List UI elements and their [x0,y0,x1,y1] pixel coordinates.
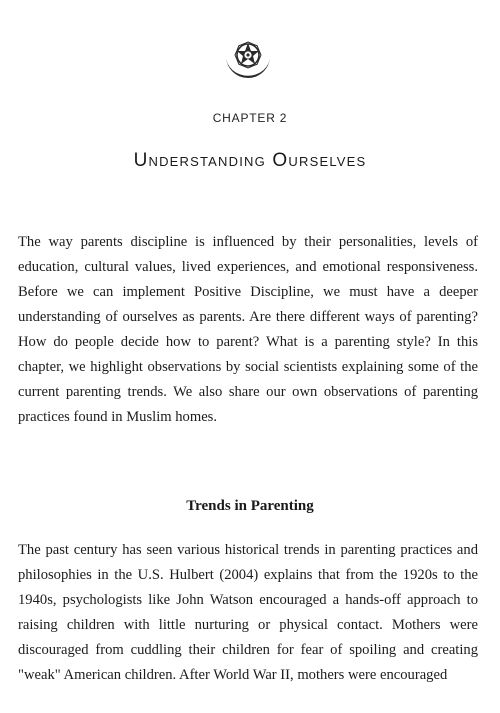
section-heading: Trends in Parenting [186,498,314,514]
trends-paragraph: The past century has seen various historical trends in parenting practices and philosophies in the U.S. Hulbert (2004) explains that from the 1920s to the 1940s, psychologists like John Watson encouraged a hands-off approach to raising children with little nurturing or physical contact. Mothers were discouraged from cuddling their children for fear of spoiling and creating "weak" American children. After World War II, mothers were encouraged [18,542,478,683]
crescent-rosette-icon [218,34,278,90]
intro-paragraph: The way parents discipline is influenced by their personalities, levels of education, cultural values, lived experiences, and emotional responsiveness. Before we can implement Positive Discipline, we must have a deeper understanding of ourselves as parents. Are there different ways of parenting? How do people decide how to parent? What is a parenting style? In this chapter, we highlight observations by social scientists explaining some of the current parenting trends. We also share our own observations of parenting practices found in Muslim homes. [18,234,478,425]
chapter-number: CHAPTER 2 [212,111,288,125]
chapter-title: Understanding Ourselves [133,150,367,171]
